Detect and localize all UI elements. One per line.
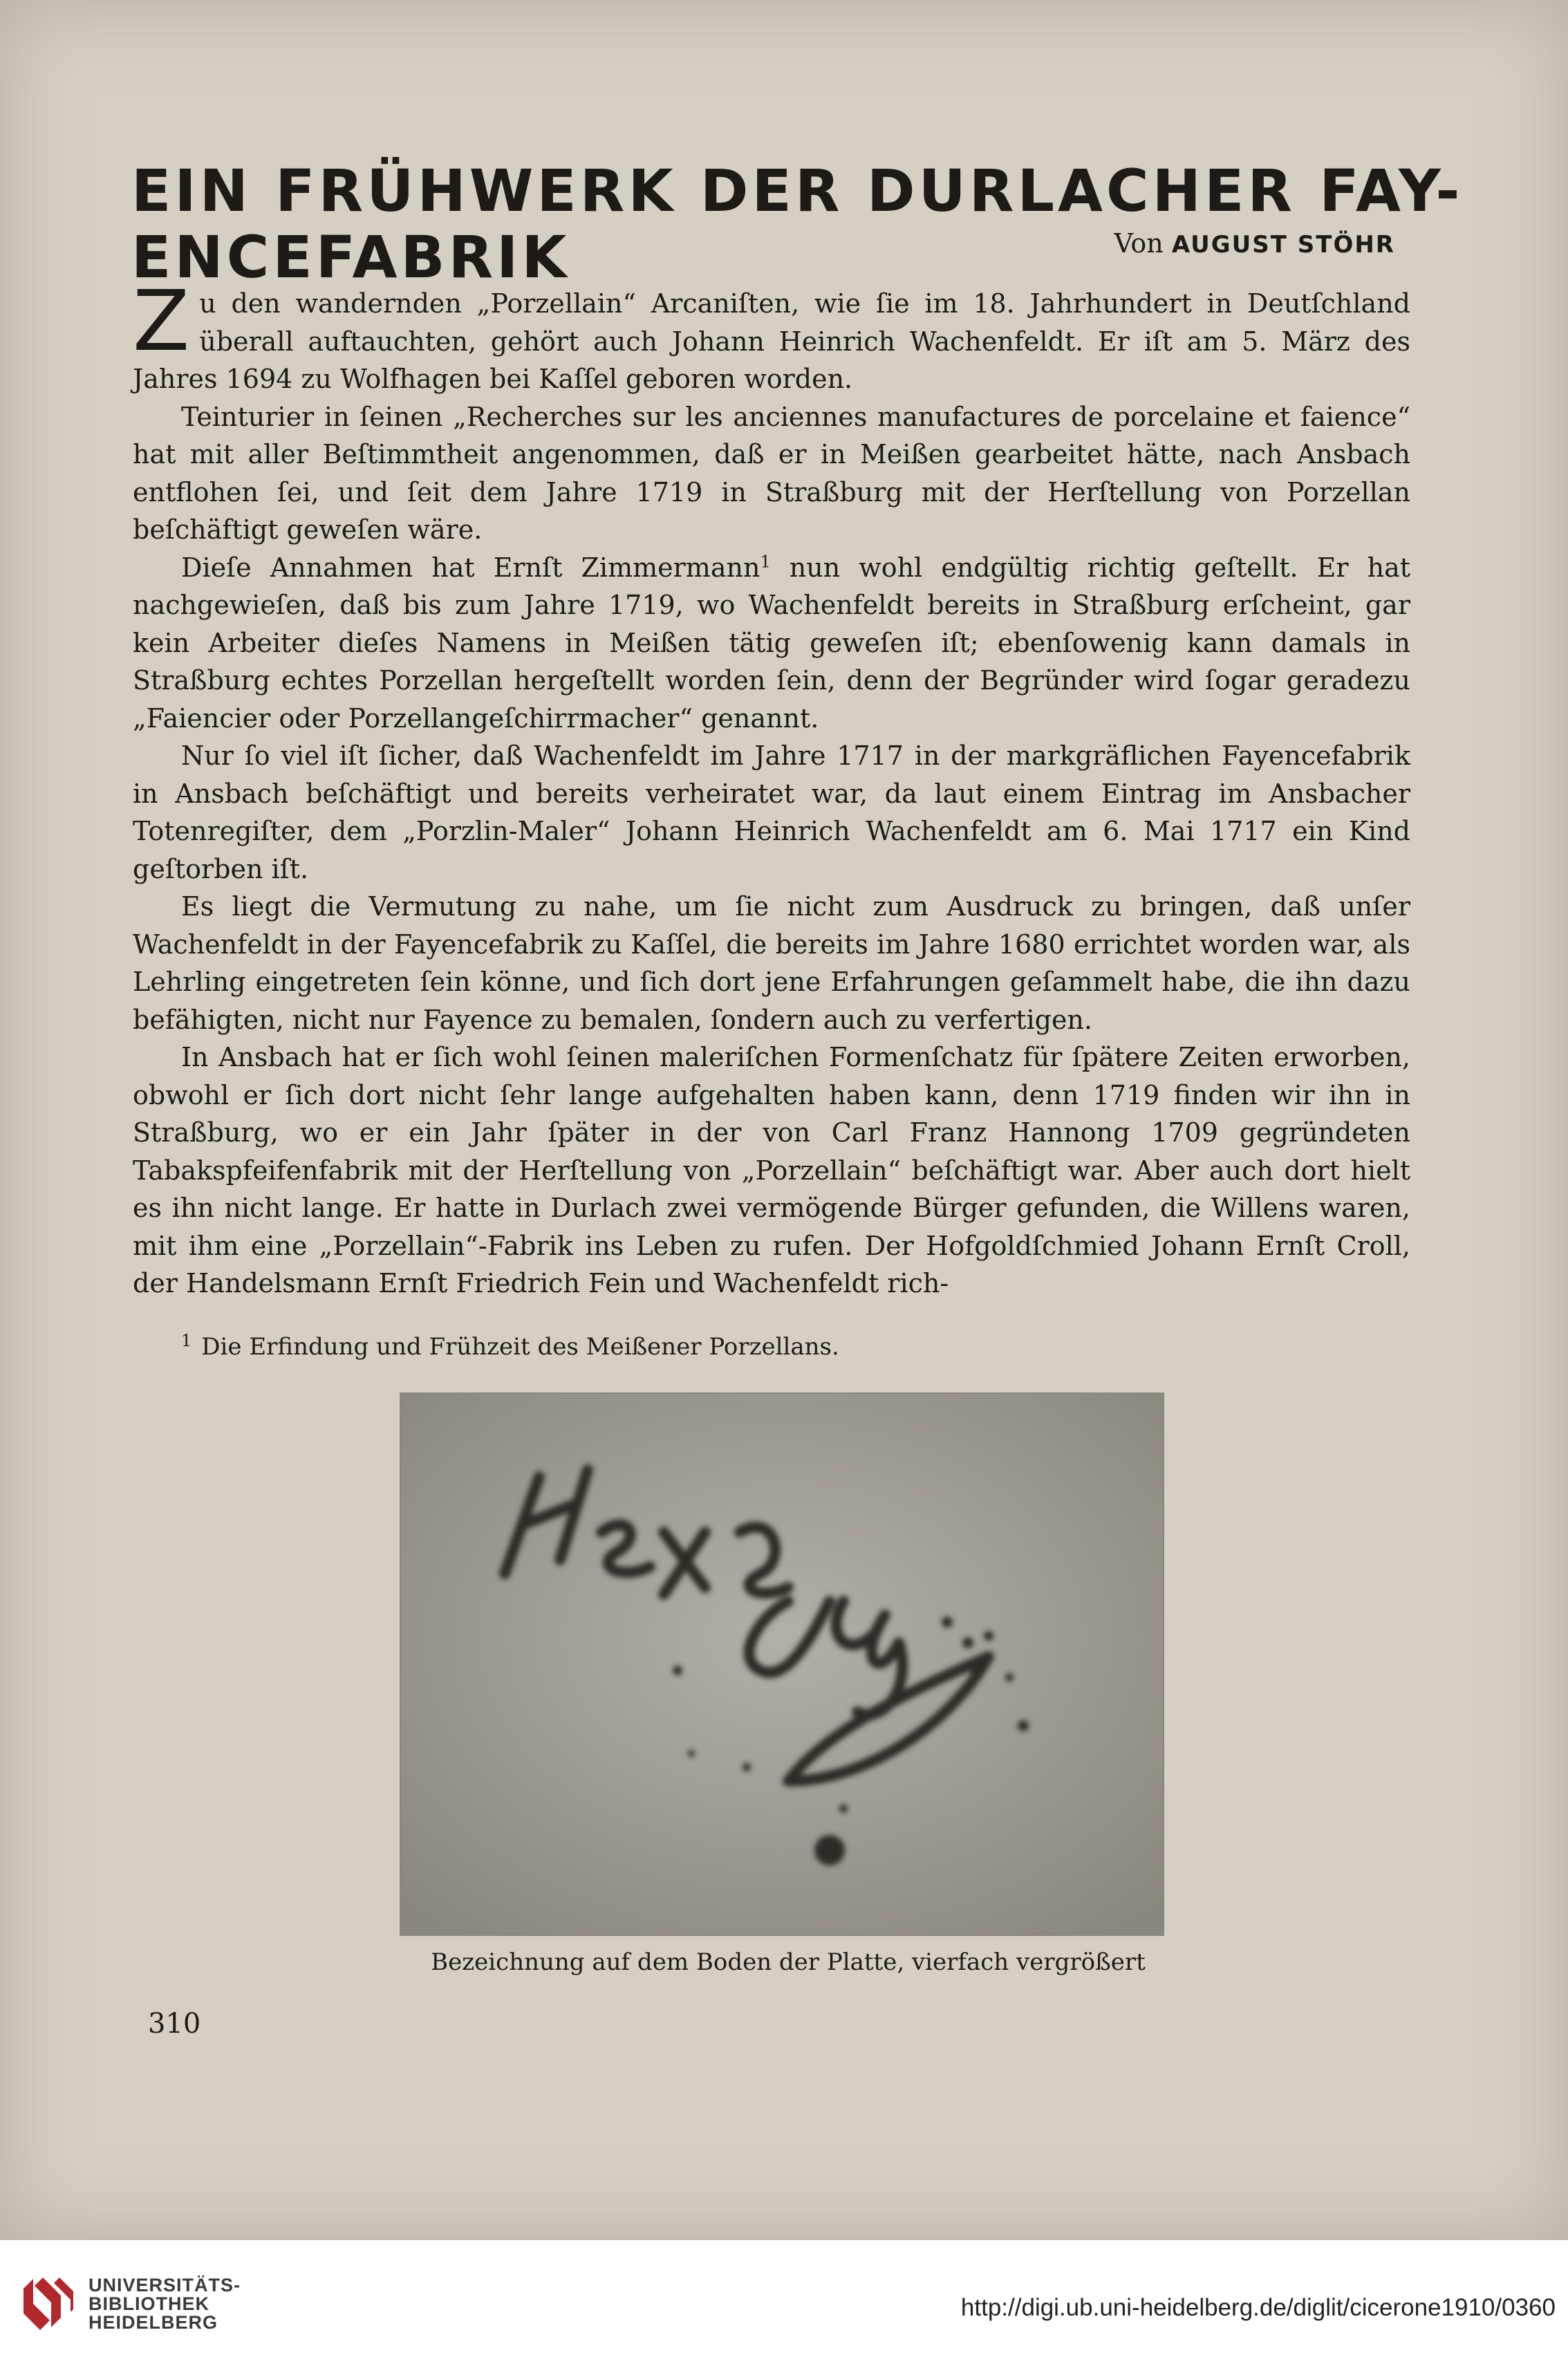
paragraph-4: Nur ſo viel iſt ſicher, daß Wachenfeldt im Jahre 1717 in der markgräflichen Fayencefabrik in Ansbach beſchäftigt und bereits verheiratet war, da laut einem Eintrag im Ansbacher Totenregiſter, dem „Porzlin-Maler“ Johann Heinrich Wachenfeldt am 6. Mai 1717 ein Kind geſtorben iſt.	[133, 740, 1410, 884]
paragraph-3-text-a: Dieſe Annahmen hat Ernſt Zimmermann	[181, 552, 760, 583]
drop-cap: Z	[133, 274, 190, 370]
article-title-line-1: EIN FRÜHWERK DER DURLACHER FAY-	[131, 157, 1464, 225]
paragraph-2: Teinturier in ſeinen „Recherches sur les anciennes manufactures de porcelaine et faience“ hat mit aller Beſtimmtheit angenommen, daß er in Meißen gearbeitet hätte, nach Ansbach entflohen ſei, und ſeit dem Jahre 1719 in Straßburg mit der Herſtellung von Porzellan beſchäftigt geweſen wäre.	[133, 401, 1410, 545]
paragraph-6: In Ansbach hat er ſich wohl ſeinen maleriſchen Formenſchatz für ſpätere Zeiten erworben, obwohl er ſich dort nicht ſehr lange aufgehalten haben kann, denn 1719 finden wir ihn in Straßburg, wo er ein Jahr ſpäter in der von Carl Franz Hannong 1709 gegründeten Tabakspfeifenfabrik mit der Herſtellung von „Porzellain“ beſchäftigt war. Aber auch dort hielt es ihn nicht lange. Er hatte in Durlach zwei vermögende Bürger gefunden, die Willens waren, mit ihm eine „Porzellain“-Fabrik ins Leben zu rufen. Der Hofgoldſchmied Johann Ernſt Croll, der Handelsmann Ernſt Friedrich Fein und Wachenfeldt rich-	[133, 1042, 1410, 1298]
article-body	[133, 274, 1410, 1303]
signature-photo	[401, 1394, 1163, 1935]
library-name	[88, 2276, 241, 2332]
figure-caption: Bezeichnung auf dem Boden der Platte, vierfach vergrößert	[431, 1948, 1146, 1976]
paragraph-5: Es liegt die Vermutung zu nahe, um ſie nicht zum Ausdruck zu bringen, daß unſer Wachenfeldt in der Fayencefabrik zu Kaſſel, die bereits im Jahre 1680 errichtet worden war, als Lehrling eingetreten ſein könne, und ſich dort jene Erfahrungen geſammelt habe, die ihn dazu befähigten, nicht nur Fayence zu bemalen, ſondern auch zu verfertigen.	[133, 891, 1410, 1035]
footnote-text: Die Erfindung und Frühzeit des Meißener Porzellans.	[201, 1333, 839, 1361]
digital-copy-link[interactable]: http://digi.ub.uni-heidelberg.de/diglit/cicerone1910/0360	[960, 2294, 1556, 2321]
byline-prefix: Von	[1114, 228, 1164, 259]
footnote	[181, 1330, 1412, 1361]
handwritten-mark-image	[401, 1394, 1163, 1935]
article-title	[131, 157, 1464, 291]
library-name-line-1: UNIVERSITÄTS-	[88, 2275, 241, 2295]
footnote-reference[interactable]: 1	[760, 551, 771, 571]
footnote-mark: 1	[181, 1330, 192, 1350]
paragraph-1-text: u den wandernden „Porzellain“ Arcaniſten, wie ſie im 18. Jahrhundert in Deutſchland überall auftauchten, gehört auch Johann Heinrich Wachenfeldt. Er iſt am 5. März des Jahres 1694 zu Wolfhagen bei Kaſſel geboren worden.	[133, 288, 1410, 394]
byline	[1114, 228, 1395, 259]
byline-author: AUGUST STÖHR	[1171, 231, 1395, 259]
digitization-footer	[0, 2240, 1568, 2366]
library-logo-icon[interactable]	[19, 2275, 75, 2333]
library-name-line-2: BIBLIOTHEK	[88, 2293, 209, 2314]
paragraph-3	[133, 549, 1410, 738]
library-name-line-3: HEIDELBERG	[88, 2312, 218, 2333]
article-title-line-2: ENCEFABRIK	[131, 223, 570, 291]
paragraph-3-text-b: nun wohl endgültig richtig geſtellt. Er hat nachgewieſen, daß bis zum Jahre 1719, wo Wachenfeldt bereits in Straßburg erſcheint, gar kein Arbeiter dieſes Namens in Meißen tätig geweſen iſt; ebenſowenig kann damals in Straßburg echtes Porzellan hergeſtellt worden ſein, denn der Begründer wird ſogar geradezu „Faiencier oder Porzellangeſchirrmacher“ genannt.	[133, 552, 1410, 734]
page-number: 310	[148, 2008, 201, 2040]
paragraph-1	[133, 274, 1410, 398]
